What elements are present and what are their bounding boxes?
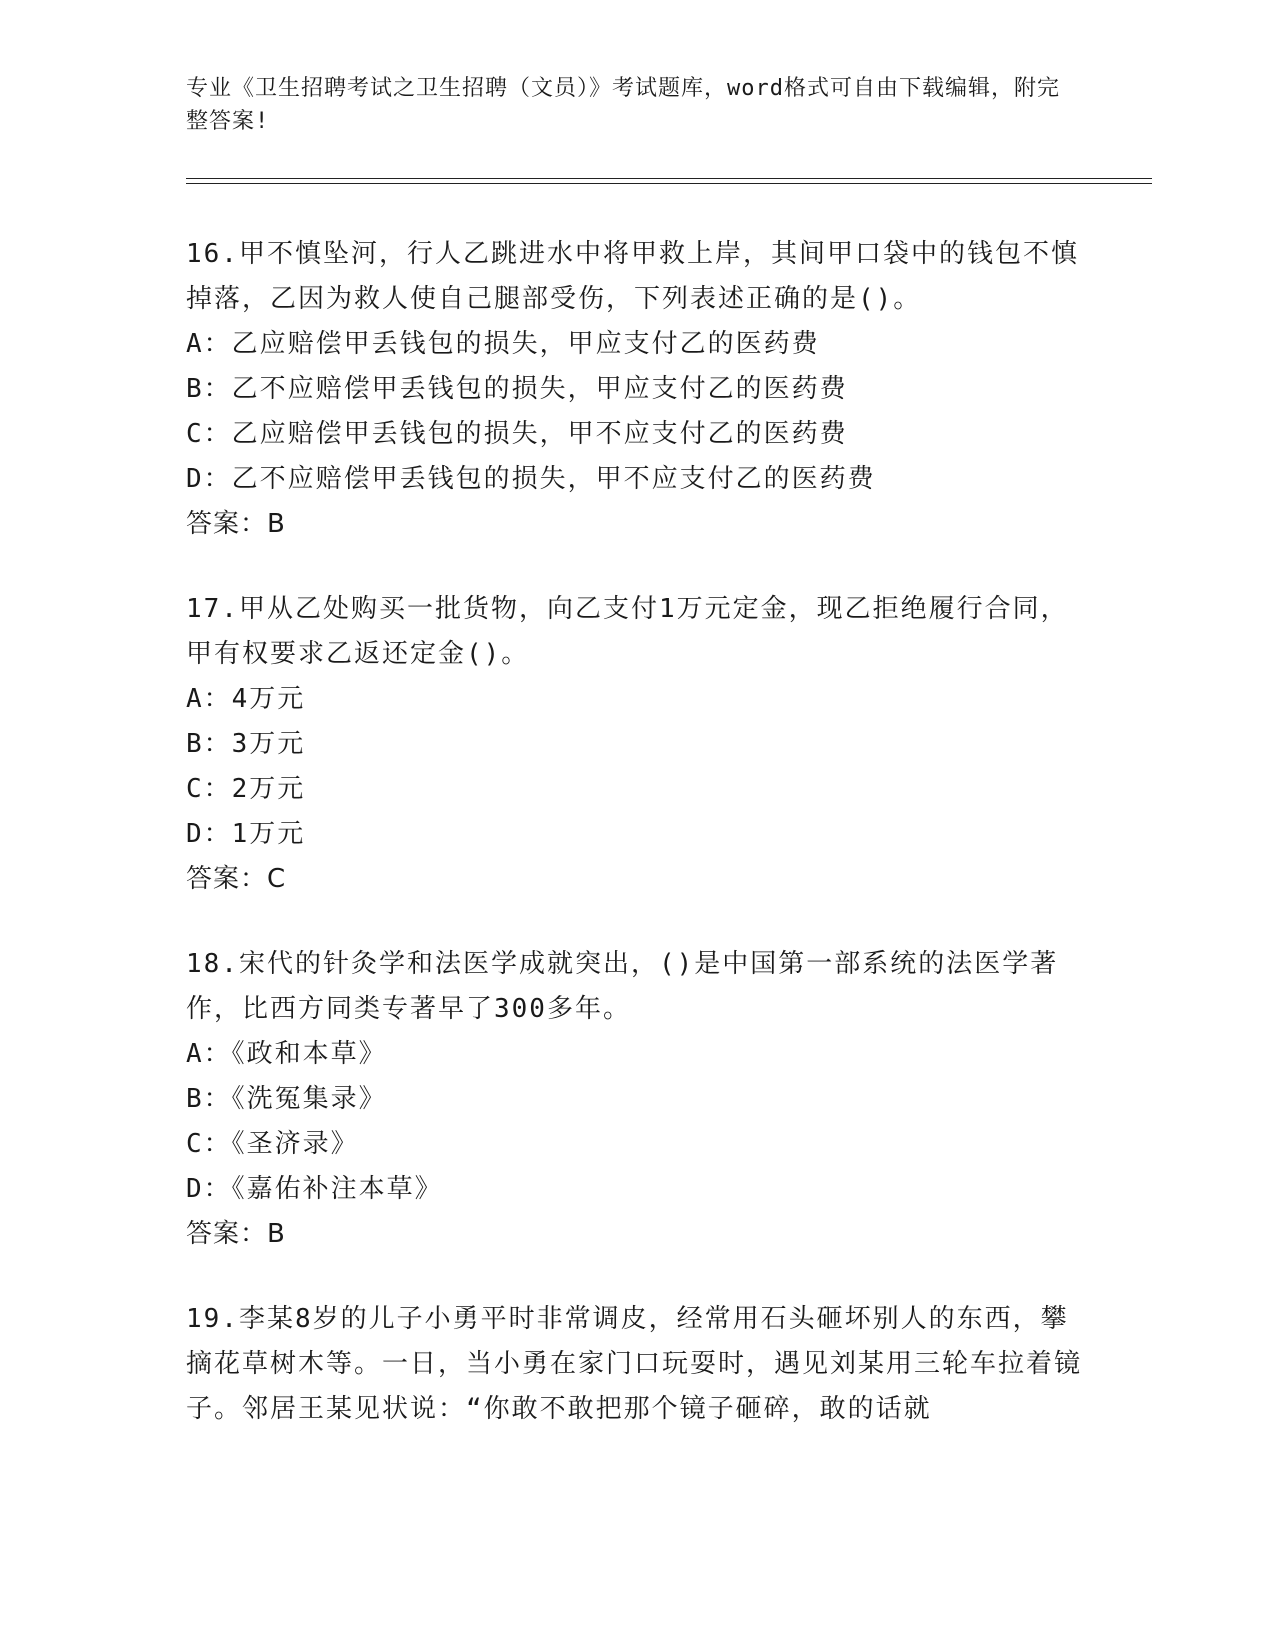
option-b: B：《洗冤集录》 (186, 1084, 387, 1114)
question-17 (186, 587, 1086, 902)
question-list (186, 232, 1086, 1472)
option-d: D：乙不应赔偿甲丢钱包的损失，甲不应支付乙的医药费 (186, 464, 876, 494)
option-b: B：3万元 (186, 729, 306, 759)
option-c: C：2万元 (186, 774, 306, 804)
question-19 (186, 1297, 1086, 1432)
header-divider (186, 178, 1152, 184)
option-c: C：《圣济录》 (186, 1129, 359, 1159)
option-d: D：《嘉佑补注本草》 (186, 1174, 443, 1204)
question-18 (186, 942, 1086, 1257)
option-d: D：1万元 (186, 819, 306, 849)
question-text: 18.宋代的针灸学和法医学成就突出，()是中国第一部系统的法医学著作，比西方同类专著早了300多年。 (186, 949, 1059, 1024)
question-text: 16.甲不慎坠河，行人乙跳进水中将甲救上岸，其间甲口袋中的钱包不慎掉落，乙因为救人使自己腿部受伤，下列表述正确的是()。 (186, 239, 1079, 314)
option-a: A：乙应赔偿甲丢钱包的损失，甲应支付乙的医药费 (186, 329, 820, 359)
option-c: C：乙应赔偿甲丢钱包的损失，甲不应支付乙的医药费 (186, 419, 848, 449)
answer-label: 答案：C (186, 864, 287, 894)
option-a: A：4万元 (186, 684, 306, 714)
option-a: A：《政和本草》 (186, 1039, 387, 1069)
question-16 (186, 232, 1086, 547)
question-text: 17.甲从乙处购买一批货物，向乙支付1万元定金，现乙拒绝履行合同，甲有权要求乙返还定金()。 (186, 594, 1069, 669)
option-b: B：乙不应赔偿甲丢钱包的损失，甲应支付乙的医药费 (186, 374, 848, 404)
question-text: 19.李某8岁的儿子小勇平时非常调皮，经常用石头砸坏别人的东西，攀摘花草树木等。一日，当小勇在家门口玩耍时，遇见刘某用三轮车拉着镜子。邻居王某见状说：“你敢不敢把那个镜子砸碎，敢的话就 (186, 1304, 1083, 1424)
answer-label: 答案：B (186, 509, 286, 539)
answer-label: 答案：B (186, 1219, 286, 1249)
page-header: 专业《卫生招聘考试之卫生招聘（文员）》考试题库，word格式可自由下载编辑，附完整答案! (186, 76, 1060, 134)
